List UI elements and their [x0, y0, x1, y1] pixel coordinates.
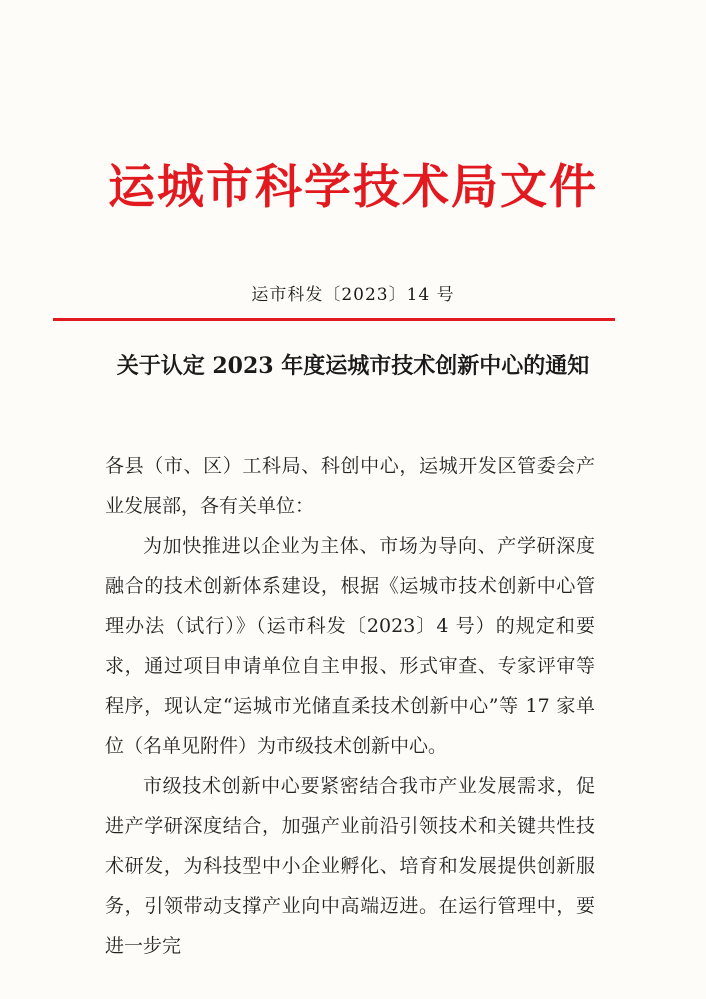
document-number: 运市科发〔2023〕14 号: [251, 285, 455, 305]
red-separator-line: [53, 318, 615, 321]
body-paragraph-1: 为加快推进以企业为主体、市场为导向、产学研深度融合的技术创新体系建设，根据《运城市技术创新中心管理办法（试行）》（运市科发〔2023〕4 号）的规定和要求，通过项目申请单位自主申报、形式审查、专家评审等程序，现认定“运城市光储直柔技术创新中心”等 17 家单位（名单见附件）为市级技术创新中心。: [105, 535, 595, 757]
notice-title: 关于认定 2023 年度运城市技术创新中心的通知: [116, 353, 590, 379]
body-paragraph-2: 市级技术创新中心要紧密结合我市产业发展需求，促进产学研深度结合，加强产业前沿引领技术和关键共性技术研发，为科技型中小企业孵化、培育和发展提供创新服务，引领带动支撑产业向中高端迈进。在运行管理中，要进一步完: [105, 775, 595, 957]
salutation: 各县（市、区）工科局、科创中心，运城开发区管委会产业发展部，各有关单位：: [105, 455, 595, 517]
issuer-header-title: 运城市科学技术局文件: [108, 160, 598, 215]
